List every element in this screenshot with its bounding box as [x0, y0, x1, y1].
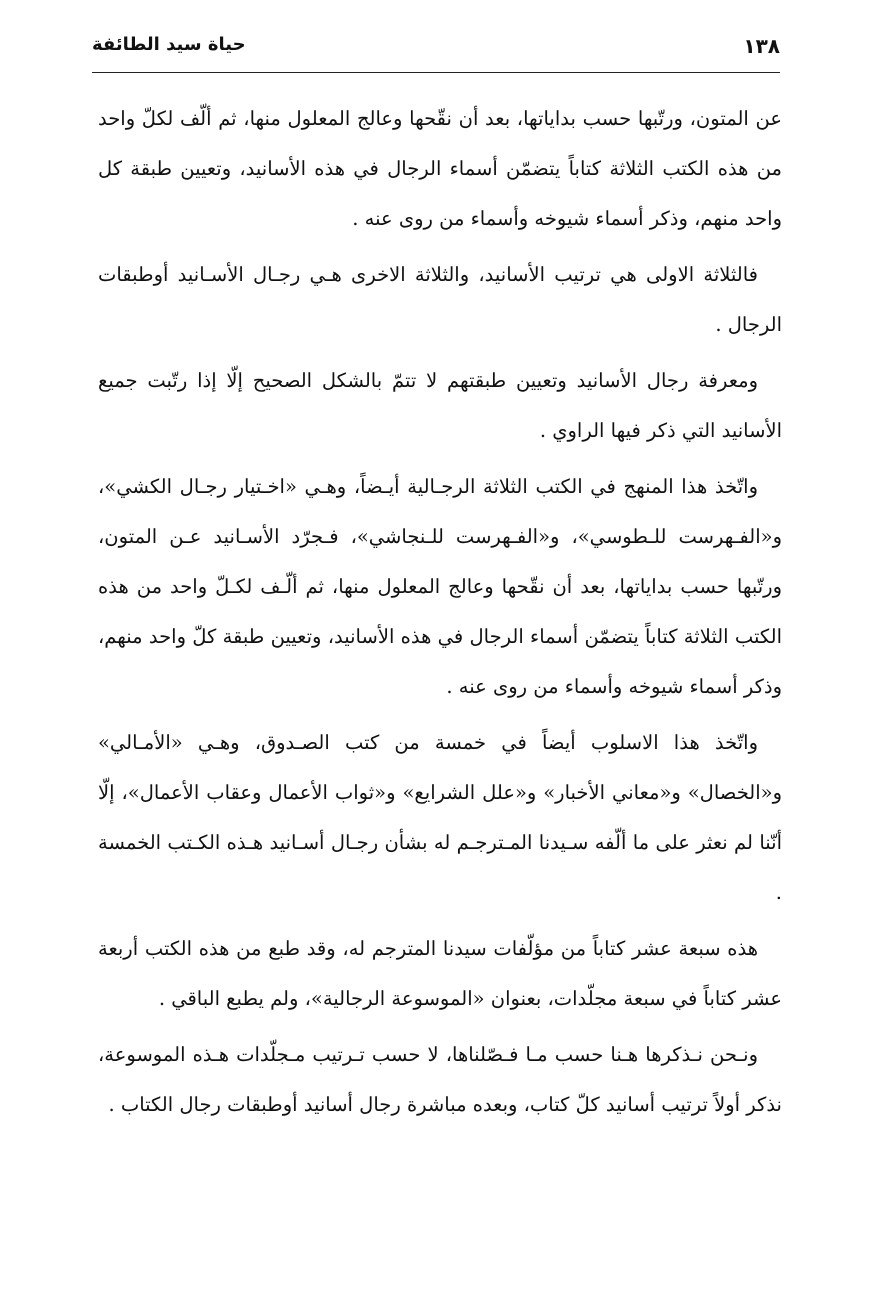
- paragraph-1: عن المتون، ورتّبها حسب بداياتها، بعد أن نقّحها وعالج المعلول منها، ثم ألّف لكلّ واحد من هذه الكتب الثلاثة كتاباً يتضمّن أسماء الرجال في هذه الأسانيد، وتعيين طبقة كل واحد منهم، وذكر أسماء شيوخه وأسماء من روى عنه .: [98, 107, 782, 230]
- running-header: [92, 28, 780, 73]
- body-text: [98, 94, 782, 1136]
- paragraph-5: واتّخذ هذا الاسلوب أيضاً في خمسة من كتب الصـدوق، وهـي «الأمـالي» و«الخصال» و«معاني الأخبار» و«علل الشرايع» و«ثواب الأعمال وعقاب الأعمال»، إلّا أنّنا لم نعثر على ما ألّفه سـيدنا المـترجـم له بشأن رجـال أسـانيد هـذه الكـتب الخمسة .: [98, 731, 782, 904]
- book-title: حياة سيد الطائفة: [92, 34, 246, 55]
- paragraph-7: ونـحن نـذكرها هـنا حسب مـا فـصّلناها، لا حسب تـرتيب مـجلّدات هـذه الموسوعة، نذكر أولاً ترتيب أسانيد كلّ كتاب، وبعده مباشرة رجال أسانيد أوطبقات رجال الكتاب .: [98, 1043, 782, 1116]
- page-number: ١٣٨: [743, 34, 780, 58]
- paragraph-4: واتّخذ هذا المنهج في الكتب الثلاثة الرجـالية أيـضاً، وهـي «اخـتيار رجـال الكشي»، و«الفـهرست للـطوسي»، و«الفـهرست للـنجاشي»، فـجرّد الأسـانيد عـن المتون، ورتّبها حسب بداياتها، بعد أن نقّحها وعالج المعلول منها، ثم ألّـف لكـلّ واحد من هذه الكتب الثلاثة كتاباً يتضمّن أسماء الرجال في هذه الأسانيد، وتعيين طبقة كلّ واحد منهم، وذكر أسماء شيوخه وأسماء من روى عنه .: [98, 475, 782, 698]
- paragraph-2: فالثلاثة الاولى هي ترتيب الأسانيد، والثلاثة الاخرى هـي رجـال الأسـانيد أوطبقات الرجال .: [98, 263, 782, 336]
- paragraph-3: ومعرفة رجال الأسانيد وتعيين طبقتهم لا تتمّ بالشكل الصحيح إلّا إذا رتّبت جميع الأسانيد التي ذكر فيها الراوي .: [98, 369, 782, 442]
- paragraph-6: هذه سبعة عشر كتاباً من مؤلّفات سيدنا المترجم له، وقد طبع من هذه الكتب أربعة عشر كتاباً في سبعة مجلّدات، بعنوان «الموسوعة الرجالية»، ولم يطبع الباقي .: [98, 937, 782, 1010]
